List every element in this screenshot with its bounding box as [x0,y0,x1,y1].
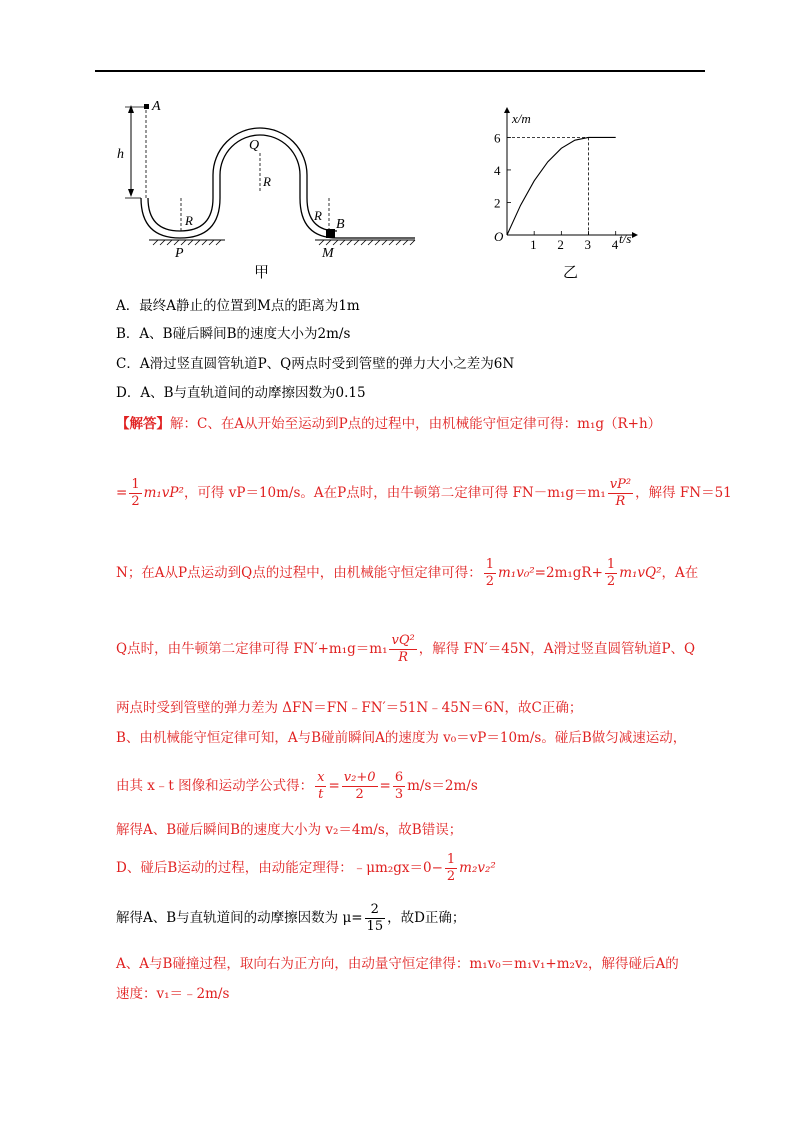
y-tick-label: 6 [494,130,501,146]
y-tick-label: 4 [494,162,501,178]
block-a [144,104,149,109]
track-inner [148,128,337,231]
x-tick-label: 2 [557,237,564,252]
label-a: A [152,99,161,114]
x-tick-label: 1 [530,237,537,252]
solution-line-2: = $\frac{1}{2}$ m₁vP²，可得 vP＝10m/s。A在P点时，由牛顿第二定律可得 FN－m₁g＝m₁ $\frac{\text{vP²}}{R}$ ，解得 FN＝51 [116,477,732,509]
solution-line-5: 两点时受到管壁的弹力差为 ΔFN＝FN﹣FN′＝51N﹣45N＝6N，故C正确； [116,700,583,716]
label-b: B [336,217,345,232]
block-b [326,229,335,238]
label-r-top: R [263,174,271,189]
solution-line-7: 由其 x﹣t 图像和运动学公式得： $\frac{x}{t}$ = $\frac{\text{v₂+0}}{2}$ = $\frac{6}{3}$ m/s＝2m/s [116,770,478,802]
ground-hatch [153,240,415,245]
label-q: Q [249,138,260,153]
header-rule [95,70,705,72]
solution-tag: 【解答】 [116,416,170,432]
option-c: C．A滑过竖直圆管轨道P、Q两点时受到管壁的弹力大小之差为6N [116,356,515,372]
solution-line-1: 【解答】解：C、在A从开始至运动到P点的过程中，由机械能守恒定律可得：m₁g（R+h） [116,416,662,432]
solution-line-12: 速度：v₁＝﹣2m/s [116,986,230,1002]
y-axis-label: x/m [512,111,531,126]
solution-line-10: 解得A、B与直轨道间的动摩擦因数为 μ= $\frac{2}{15}$ ，故D正确； [116,902,466,934]
solution-line-9: D、碰后B运动的过程，由动能定理得：﹣μm₂gx＝0− $\frac{1}{2}$ m₂v₂² [116,852,496,884]
frac-half: $\frac{1}{2}$ [131,477,140,509]
option-b: B．A、B碰后瞬间B的速度大小为2m/s [116,326,351,342]
option-d: D．A、B与直轨道间的动摩擦因数为0.15 [116,385,366,401]
solution-line-6: B、由机械能守恒定律可知，A与B碰前瞬间A的速度为 v₀＝vP＝10m/s。碰后B做匀减速运动， [116,730,687,746]
caption-jia: 甲 [254,265,270,280]
track-diagram [115,95,425,280]
xt-chart [480,95,640,280]
frac-vp2-r: $\frac{\text{vP²}}{R}$ [609,477,632,509]
label-m: M [322,246,334,261]
caption-yi: 乙 [563,265,579,280]
option-a: A．最终A静止的位置到M点的距离为1m [116,298,360,314]
origin-label: O [494,229,504,244]
label-p: P [175,246,184,261]
label-h: h [117,147,124,162]
label-r-left: R [185,213,193,228]
y-tick-label: 2 [494,195,501,211]
x-tick-label: 3 [584,237,592,252]
frac-vq2-r: $\frac{\text{vQ²}}{R}$ [391,633,415,665]
solution-line-11: A、A与B碰撞过程，取向右为正方向，由动量守恒定律得：m₁v₀＝m₁v₁+m₂v₂，解得碰后A的 [116,956,679,972]
x-axis-label: t/s [619,231,632,246]
solution-line-8: 解得A、B碰后瞬间B的速度大小为 v₂＝4m/s，故B错误； [116,822,463,838]
track-outer [141,135,415,238]
x-tick-label: 4 [611,237,619,252]
label-r-right: R [314,208,322,223]
solution-line-3: N；在A从P点运动到Q点的过程中，由机械能守恒定律可得： $\frac{1}{2}$ m₁v₀²=2m₁gR+ $\frac{1}{2}$ m₁vQ²，A在 [116,557,699,589]
series-line [507,137,616,235]
solution-line-4: Q点时，由牛顿第二定律可得 FN′+m₁g＝m₁ $\frac{\text{vQ²}}{R}$ ，解得 FN′＝45N，A滑过竖直圆管轨道P、Q [116,633,696,665]
